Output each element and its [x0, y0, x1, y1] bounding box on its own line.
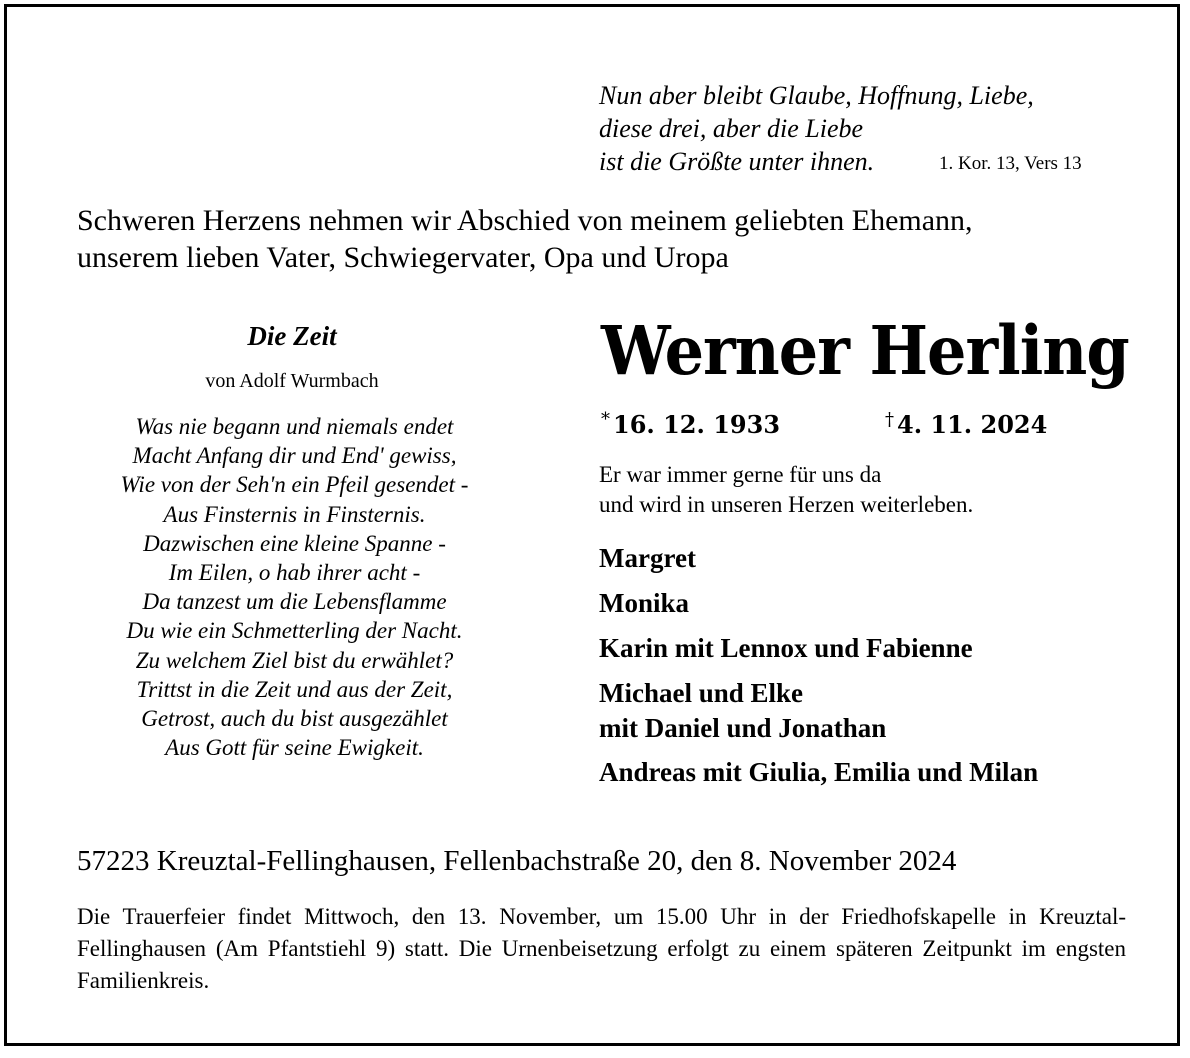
death-cross-icon: † — [885, 409, 894, 430]
tribute-line: und wird in unseren Herzen weiterleben. — [599, 492, 974, 517]
poem-line: Macht Anfang dir und End' gewiss, — [132, 443, 457, 469]
intro-line: unserem lieben Vater, Schwiegervater, Opa und Uropa — [77, 241, 729, 274]
tribute-line: Er war immer gerne für uns da — [599, 462, 882, 487]
verse-reference: 1. Kor. 13, Vers 13 — [939, 153, 1082, 174]
death-date-block — [885, 403, 1047, 442]
intro-line: Schweren Herzens nehmen wir Abschied von meinem geliebten Ehemann, — [77, 204, 973, 237]
birth-date: 16. 12. 1933 — [613, 410, 781, 439]
birth-date-block — [601, 403, 780, 442]
tribute-text — [599, 460, 973, 520]
poem-line: Dazwischen eine kleine Spanne - — [143, 530, 446, 556]
verse-line: Nun aber bleibt Glaube, Hoffnung, Liebe, — [599, 81, 1034, 110]
death-date: 4. 11. 2024 — [897, 410, 1048, 439]
poem-line: Was nie begann und niemals endet — [135, 414, 454, 439]
ceremony-notice: Die Trauerfeier findet Mittwoch, den 13. November, um 15.00 Uhr in der Friedhofskapelle in Kreuztal-Fellinghausen (Am Pfantstiehl 9) statt. Die Urnenbeisetzung erfolgt zu einem späteren Zeitpunkt im engsten Familienkreis. — [77, 904, 1126, 993]
poem-line: Da tanzest um die Lebensflamme — [142, 589, 447, 615]
poem-title: Die Zeit — [247, 321, 337, 351]
poem-line: Zu welchem Ziel bist du erwählet? — [135, 647, 454, 673]
family-list — [599, 541, 1038, 800]
verse-line: ist die Größte unter ihnen. — [599, 147, 875, 176]
poem-line: Du wie ein Schmetterling der Nacht. — [126, 618, 463, 644]
intro-text — [77, 202, 1127, 276]
poem-line: Getrost, auch du bist ausgezählet — [141, 706, 448, 732]
family-member: Andreas mit Giulia, Emilia und Milan — [599, 757, 1039, 787]
poem-line: Im Eilen, o hab ihrer acht - — [168, 560, 421, 586]
poem-author: von Adolf Wurmbach — [205, 370, 379, 392]
poem-line: Wie von der Seh'n ein Pfeil gesendet - — [120, 472, 469, 498]
family-member: Karin mit Lennox und Fabienne — [599, 633, 973, 663]
deceased-name: Werner Herling — [601, 311, 1129, 390]
poem-line: Aus Gott für seine Ewigkeit. — [165, 735, 424, 761]
family-member: Monika — [599, 588, 690, 618]
poem-line: Trittst in die Zeit und aus der Zeit, — [136, 676, 453, 702]
verse-line: diese drei, aber die Liebe — [599, 114, 864, 143]
family-member: Margret — [599, 543, 696, 573]
poem-line: Aus Finsternis in Finsternis. — [163, 501, 426, 527]
poem-text — [57, 412, 532, 762]
birth-star-icon: * — [601, 409, 610, 430]
family-member: Michael und Elke mit Daniel und Jonathan — [599, 678, 887, 743]
address-line: 57223 Kreuztal-Fellinghausen, Fellenbachstraße 20, den 8. November 2024 — [77, 845, 957, 877]
obituary-frame — [4, 4, 1180, 1046]
